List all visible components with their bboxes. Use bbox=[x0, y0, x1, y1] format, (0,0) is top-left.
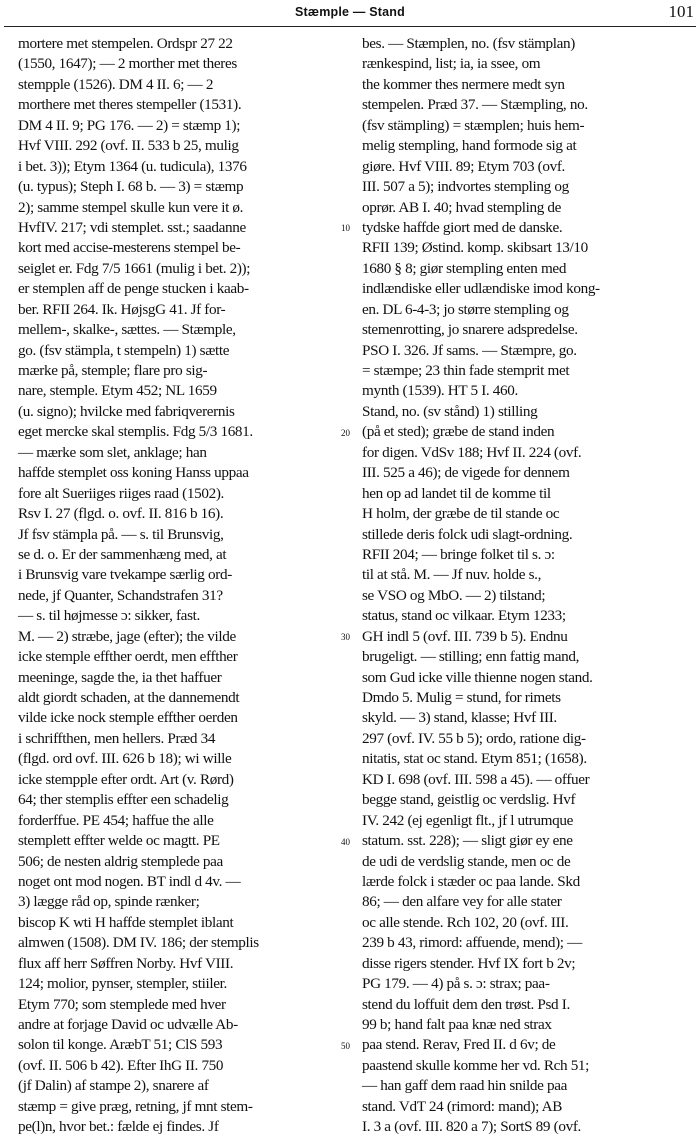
text-line: icke stempple efter ordt. Art (v. Rørd) bbox=[18, 770, 234, 788]
text-line: hen op ad landet til de komme til bbox=[362, 484, 551, 502]
text-line: lærde folck i stæder oc paa lande. Skd bbox=[362, 872, 580, 890]
text-line: tydske haffde giort med de danske. bbox=[362, 218, 563, 236]
text-line: morthere met theres stempeller (1531). bbox=[18, 96, 242, 114]
text-line: de udi de verdslig stande, men oc de bbox=[362, 852, 571, 870]
text-line: (jf Dalin) af stampe 2), snarere af bbox=[18, 1077, 209, 1095]
text-line: almwen (1508). DM IV. 186; der stemplis bbox=[18, 934, 259, 952]
text-line: — mærke som slet, anklage; han bbox=[18, 443, 207, 461]
gutter-line-number: 50 bbox=[341, 1041, 350, 1052]
text-line: fore alt Sueriiges riiges raad (1502). bbox=[18, 484, 224, 502]
text-line: stillede deris folck udi slagt-ordning. bbox=[362, 525, 573, 543]
text-line: se VSO og MbO. — 2) tilstand; bbox=[362, 586, 546, 604]
text-line: 3) lægge råd op, spinde rænker; bbox=[18, 893, 200, 911]
text-line: nare, stemple. Etym 452; NL 1659 bbox=[18, 382, 217, 400]
text-line: I. 3 a (ovf. III. 820 a 7); SortS 89 (ovf. bbox=[362, 1118, 581, 1136]
text-line: 86; — den alfare vey for alle stater bbox=[362, 893, 562, 911]
text-line: go. (fsv stämpla, t stempeln) 1) sætte bbox=[18, 341, 230, 359]
text-line: the kommer thes nermere medt syn bbox=[362, 75, 565, 93]
text-line: aldt giordt schaden, at the dannemendt bbox=[18, 689, 240, 706]
text-line: stemplett effter welde oc magtt. PE bbox=[18, 832, 220, 850]
text-line: III. 525 a 46); de vigede for dennem bbox=[362, 464, 570, 482]
text-line: — s. til højmesse ɔ: sikker, fast. bbox=[18, 607, 200, 625]
text-line: oprør. AB I. 40; hvad stempling de bbox=[362, 198, 562, 216]
gutter-line-number: 40 bbox=[341, 836, 350, 847]
text-line: icke stemple effther oerdt, men effther bbox=[18, 648, 238, 666]
text-line: paastend skulle komme her vd. Rch 51; bbox=[362, 1056, 590, 1074]
text-line: IV. 242 (ej egenligt flt., jf l utrumque bbox=[362, 811, 573, 829]
text-line: status, stand oc vilkaar. Etym 1233; bbox=[362, 607, 566, 625]
text-line: (fsv stämpling) = stæmplen; huis hem- bbox=[362, 116, 585, 134]
text-line: RFII 139; Østind. komp. skibsart 13/10 bbox=[362, 239, 588, 257]
text-line: KD I. 698 (ovf. III. 598 a 45). — offuer bbox=[362, 770, 590, 788]
text-line: begge stand, geistlig oc verdslig. Hvf bbox=[362, 791, 576, 809]
text-line: mortere met stempelen. Ordspr 27 22 bbox=[18, 35, 233, 52]
text-line: nitatis, stat oc stand. Etym 851; (1658). bbox=[362, 750, 587, 768]
text-line: se d. o. Er der sammenhæng med, at bbox=[18, 545, 227, 563]
text-line: skyld. — 3) stand, klasse; Hvf III. bbox=[362, 709, 557, 727]
text-line: (på et sted); græbe de stand inden bbox=[362, 423, 555, 441]
text-line: haffde stemplet oss koning Hanss uppaa bbox=[18, 464, 249, 482]
text-line: Jf fsv stämpla på. — s. til Brunsvig, bbox=[18, 525, 224, 543]
text-line: H holm, der græbe de til stande oc bbox=[362, 505, 560, 523]
text-line: eget mercke skal stemplis. Fdg 5/3 1681. bbox=[18, 423, 253, 441]
text-line: er stemplen aff de penge stucken i kaab- bbox=[18, 280, 249, 298]
text-line: Hvf VIII. 292 (ovf. II. 533 b 25, mulig bbox=[18, 137, 239, 155]
text-line: GH indl 5 (ovf. III. 739 b 5). Endnu bbox=[362, 627, 568, 645]
text-line: 99 b; hand falt paa knæ ned strax bbox=[362, 1016, 552, 1033]
text-line: som Gud icke ville thienne nogen stand. bbox=[362, 668, 593, 686]
text-line: 239 b 43, rimord: affuende, mend); — bbox=[362, 934, 582, 952]
text-line: nede, jf Quanter, Schandstrafen 31? bbox=[18, 586, 223, 604]
text-line: RFII 204; — bringe folket til s. ɔ: bbox=[362, 545, 555, 563]
text-line: Dmdo 5. Mulig = stund, for rimets bbox=[362, 689, 561, 706]
text-line: noget ont mod nogen. BT indl d 4v. — bbox=[18, 872, 241, 890]
text-line: kort med accise-mesterens stempel be- bbox=[18, 239, 241, 257]
text-line: statum. sst. 228); — sligt giør ey ene bbox=[362, 832, 573, 850]
text-line: biscop K wti H haffde stemplet iblant bbox=[18, 913, 234, 931]
text-line: i bet. 3)); Etym 1364 (u. tudicula), 1376 bbox=[18, 157, 247, 175]
text-line: 2); samme stempel skulle kun vere it ø. bbox=[18, 198, 244, 216]
text-line: pe(l)n, hvor bet.: fælde ej findes. Jf bbox=[18, 1118, 219, 1136]
text-line: M. — 2) stræbe, jage (efter); the vilde bbox=[18, 627, 236, 645]
text-line: forderffue. PE 454; haffue the alle bbox=[18, 811, 214, 829]
text-line: stæmp = give præg, retning, jf mnt stem- bbox=[18, 1097, 253, 1115]
text-line: andre at forjage David oc udvælle Ab- bbox=[18, 1016, 238, 1033]
text-line: HvfIV. 217; vdi stemplet. sst.; saadanne bbox=[18, 218, 246, 236]
text-line: (u. typus); Steph I. 68 b. — 3) = stæmp bbox=[18, 178, 244, 196]
text-line: Stand, no. (sv stånd) 1) stilling bbox=[362, 402, 538, 420]
text-line: paa stend. Rerav, Fred II. d 6v; de bbox=[362, 1036, 556, 1054]
text-line: = stæmpe; 23 thin fade stemprit met bbox=[362, 362, 570, 379]
text-line: i Brunsvig vare tvekampe særlig ord- bbox=[18, 566, 232, 584]
header-rule bbox=[4, 26, 696, 27]
text-line: bes. — Stæmplen, no. (fsv stämplan) bbox=[362, 35, 576, 52]
text-line: solon til konge. AræbT 51; ClS 593 bbox=[18, 1036, 223, 1054]
text-line: vilde icke nock stemple effther oerden bbox=[18, 709, 238, 727]
text-line: for digen. VdSv 188; Hvf II. 224 (ovf. bbox=[362, 443, 582, 461]
text-line: PG 179. — 4) på s. ɔ: strax; paa- bbox=[362, 975, 550, 993]
text-line: Etym 770; som stemplede med hver bbox=[18, 995, 226, 1013]
text-line: mellem-, skalke-, sættes. — Stæmple, bbox=[18, 321, 236, 339]
text-line: III. 507 a 5); indvortes stempling og bbox=[362, 178, 569, 196]
text-line: stend du loffuit dem den trøst. Psd I. bbox=[362, 995, 570, 1013]
text-line: — han gaff dem raad hin snilde paa bbox=[362, 1077, 568, 1095]
text-line: (ovf. II. 506 b 42). Efter IhG II. 750 bbox=[18, 1056, 224, 1074]
text-line: rænkespind, list; ia, ia ssee, om bbox=[362, 55, 541, 73]
gutter-line-number: 30 bbox=[341, 632, 350, 643]
text-line: melig stempling, hand formode sig at bbox=[362, 137, 577, 155]
text-line: 64; ther stemplis effter een schadelig bbox=[18, 791, 229, 809]
text-line: 506; de nesten aldrig stemplede paa bbox=[18, 852, 223, 870]
text-line: stempelen. Præd 37. — Stæmpling, no. bbox=[362, 96, 588, 114]
text-line: 124; molior, pynser, stempler, stiiler. bbox=[18, 975, 227, 993]
text-line: seiglet er. Fdg 7/5 1661 (mulig i bet. 2)); bbox=[18, 259, 251, 277]
text-line: en. DL 6-4-3; jo større stempling og bbox=[362, 300, 569, 318]
text-line: giøre. Hvf VIII. 89; Etym 703 (ovf. bbox=[362, 157, 566, 175]
text-line: meeninge, sagde the, ia thet haffuer bbox=[18, 668, 222, 686]
text-line: flux aff herr Søffren Norby. Hvf VIII. bbox=[18, 954, 234, 972]
text-line: stempple (1526). DM 4 II. 6; — 2 bbox=[18, 75, 214, 93]
text-line: (1550, 1647); — 2 morther met theres bbox=[18, 55, 237, 73]
text-line: 297 (ovf. IV. 55 b 5); ordo, ratione dig- bbox=[362, 729, 586, 747]
text-line: oc alle stende. Rch 102, 20 (ovf. III. bbox=[362, 913, 569, 931]
page-number: 101 bbox=[668, 2, 694, 21]
text-line: mynth (1539). HT 5 I. 460. bbox=[362, 382, 518, 400]
page-header bbox=[0, 0, 700, 30]
text-line: disse rigers stender. Hvf IX fort b 2v; bbox=[362, 954, 576, 972]
left-column bbox=[18, 34, 348, 1138]
text-line: PSO I. 326. Jf sams. — Stæmpre, go. bbox=[362, 341, 577, 359]
text-line: til at stå. M. — Jf nuv. holde s., bbox=[362, 566, 542, 584]
gutter-line-number: 10 bbox=[341, 223, 350, 234]
right-column bbox=[362, 34, 698, 1138]
text-line: stand. VdT 24 (rimord: mand); AB bbox=[362, 1097, 563, 1115]
running-head: Stæmple — Stand bbox=[295, 5, 405, 19]
text-line: 1680 § 8; giør stempling enten med bbox=[362, 259, 567, 277]
text-line: stemenrotting, jo snarere adspredelse. bbox=[362, 321, 578, 339]
text-line: DM 4 II. 9; PG 176. — 2) = stæmp 1); bbox=[18, 116, 241, 134]
text-line: (u. signo); hvilcke med fabriqverernis bbox=[18, 402, 235, 420]
text-line: indlændiske eller udlændiske imod kong- bbox=[362, 280, 600, 298]
text-line: mærke på, stemple; flare pro sig- bbox=[18, 362, 208, 379]
text-line: Rsv I. 27 (flgd. o. ovf. II. 816 b 16). bbox=[18, 505, 224, 523]
text-line: ber. RFII 264. Ik. HøjsgG 41. Jf for- bbox=[18, 300, 226, 318]
text-line: i schriffthen, men hellers. Præd 34 bbox=[18, 729, 216, 747]
text-line: brugeligt. — stilling; enn fattig mand, bbox=[362, 648, 580, 666]
gutter-line-number: 20 bbox=[341, 427, 350, 438]
text-line: (flgd. ord ovf. III. 626 b 18); wi wille bbox=[18, 750, 232, 768]
